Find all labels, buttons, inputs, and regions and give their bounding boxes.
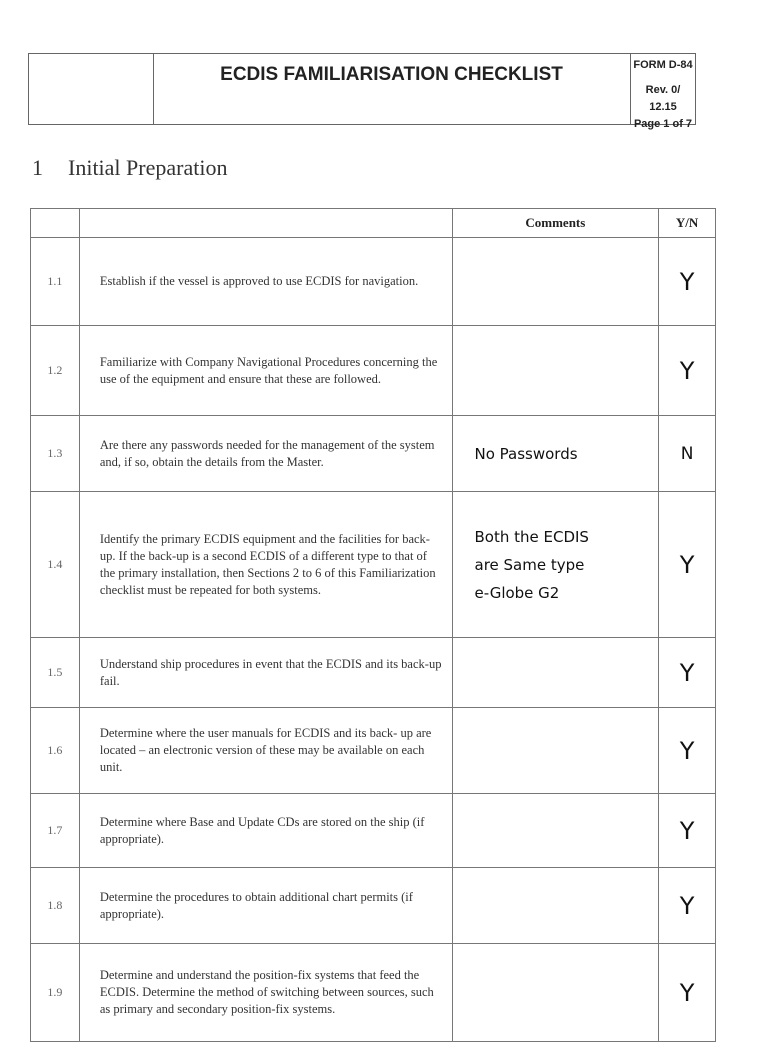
checklist-table xyxy=(30,208,716,1042)
column-header-number xyxy=(31,209,80,238)
table-row xyxy=(31,326,716,416)
item-comment[interactable] xyxy=(452,868,659,944)
table-row xyxy=(31,794,716,868)
item-number: 1.2 xyxy=(31,326,80,416)
item-comment[interactable] xyxy=(452,326,659,416)
item-yn[interactable]: Y xyxy=(659,238,716,326)
item-number: 1.8 xyxy=(31,868,80,944)
item-description: Are there any passwords needed for the management of the system and, if so, obtain the details from the Master. xyxy=(79,416,452,492)
comment-line: e-Globe G2 xyxy=(474,583,560,602)
item-number: 1.1 xyxy=(31,238,80,326)
comment-line: are Same type xyxy=(474,555,585,574)
item-yn[interactable]: Y xyxy=(659,638,716,708)
table-row xyxy=(31,868,716,944)
item-yn[interactable]: Y xyxy=(659,492,716,638)
item-description: Establish if the vessel is approved to use ECDIS for navigation. xyxy=(79,238,452,326)
item-yn[interactable]: Y xyxy=(659,868,716,944)
item-description: Determine the procedures to obtain additional chart permits (if appropriate). xyxy=(79,868,452,944)
page-number: Page 1 of 7 xyxy=(633,118,693,130)
item-comment[interactable] xyxy=(452,416,659,492)
item-number: 1.9 xyxy=(31,944,80,1042)
form-revision: Rev. 0/ 12.15 xyxy=(645,84,681,113)
item-number: 1.3 xyxy=(31,416,80,492)
item-number: 1.5 xyxy=(31,638,80,708)
column-header-comments: Comments xyxy=(452,209,659,238)
item-yn[interactable]: Y xyxy=(659,708,716,794)
section-number: 1 xyxy=(32,155,43,180)
item-description: Determine and understand the position-fix systems that feed the ECDIS. Determine the method of switching between sources, such as primary and secondary position-fix systems. xyxy=(79,944,452,1042)
item-yn[interactable]: Y xyxy=(659,326,716,416)
item-description: Understand ship procedures in event that the ECDIS and its back-up fail. xyxy=(79,638,452,708)
item-description: Familiarize with Company Navigational Procedures concerning the use of the equipment and ensure that these are followed. xyxy=(79,326,452,416)
item-comment[interactable] xyxy=(452,638,659,708)
item-description: Identify the primary ECDIS equipment and the facilities for back-up. If the back-up is a second ECDIS of a different type to that of the primary installation, then Sections 2 to 6 of this Familiarization checklist must be repeated for both systems. xyxy=(79,492,452,638)
item-number: 1.6 xyxy=(31,708,80,794)
table-row xyxy=(31,638,716,708)
form-title: ECDIS FAMILIARISATION CHECKLIST xyxy=(153,54,631,124)
item-yn[interactable]: Y xyxy=(659,794,716,868)
table-row xyxy=(31,944,716,1042)
item-description: Determine where the user manuals for ECDIS and its back- up are located – an electronic version of these may be available on each unit. xyxy=(79,708,452,794)
item-comment[interactable] xyxy=(452,944,659,1042)
item-comment[interactable] xyxy=(452,708,659,794)
item-comment[interactable] xyxy=(452,492,659,638)
comment-line: Both the ECDIS xyxy=(474,527,589,546)
form-header xyxy=(28,53,696,130)
table-row xyxy=(31,492,716,638)
column-header-yn: Y/N xyxy=(659,209,716,238)
logo-cell xyxy=(29,54,154,124)
column-header-description xyxy=(79,209,452,238)
form-number: FORM D-84 xyxy=(633,59,693,71)
section-title: Initial Preparation xyxy=(68,155,228,180)
table-row xyxy=(31,416,716,492)
form-info xyxy=(631,54,695,130)
section-heading xyxy=(32,155,227,181)
item-number: 1.7 xyxy=(31,794,80,868)
comment-line: No Passwords xyxy=(474,444,578,463)
table-header-row xyxy=(31,209,716,238)
item-yn[interactable]: Y xyxy=(659,944,716,1042)
table-row xyxy=(31,238,716,326)
item-description: Determine where Base and Update CDs are stored on the ship (if appropriate). xyxy=(79,794,452,868)
item-comment[interactable] xyxy=(452,794,659,868)
table-row xyxy=(31,708,716,794)
item-yn[interactable]: N xyxy=(659,416,716,492)
item-number: 1.4 xyxy=(31,492,80,638)
item-comment[interactable] xyxy=(452,238,659,326)
